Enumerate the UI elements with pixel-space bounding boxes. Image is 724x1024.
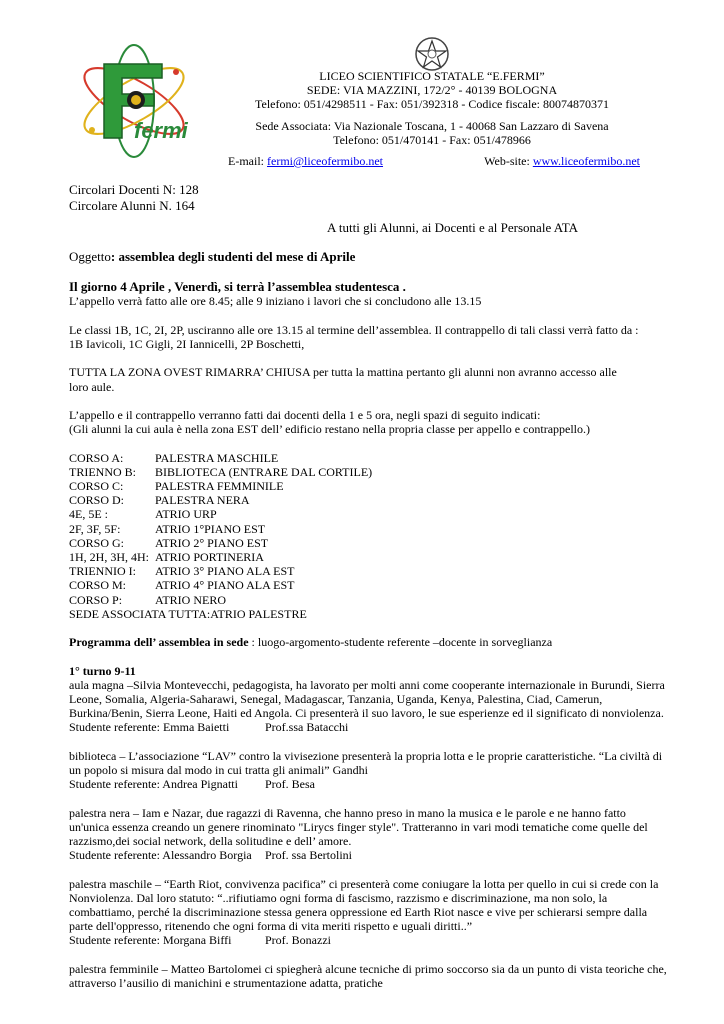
venue-row [69,578,669,592]
venue-place: BIBLIOTECA (ENTRARE DAL CORTILE) [155,464,373,479]
session-referents [69,720,669,734]
subject-label: Oggetto [69,249,111,265]
fermi-atom-logo [74,42,194,160]
venue-place: ATRIO 1°PIANO EST [155,521,266,536]
circolare-docenti: Circolari Docenti N: 128 [69,182,199,197]
appello-line-2: (Gli alunni la cui aula è nella zona EST dell’ edificio restano nella propria classe per appello e contrappello.) [69,422,591,437]
venue-place: ATRIO 4° PIANO ALA EST [155,578,295,593]
turno-heading: 1° turno 9-11 [69,663,136,678]
venue-list [69,451,669,621]
associated-phone: Telefono: 051/470141 - Fax: 051/478966 [333,133,531,147]
venue-group: CORSO G: [69,535,125,550]
venue-row [69,493,669,507]
venue-group: CORSO A: [69,450,124,465]
session-text: aula magna –Silvia Montevecchi, pedagogista, ha lavorato per molti anni come cooperante internazionale in Burundi, Sierra Leone, Somalia, Algeria-Saharawi, Senegal, Madagascar, Tanzania, Uganda, Kenya, Palestina, Ciad, Camerun, Burkina/Benin, Sierra Leone, Haiti ed Angola. Ci presenterà il suo lavoro, le sue esperienze ed il significato di nonviolenza. [69,677,665,721]
recipients: A tutti gli Alunni, ai Docenti e al Personale ATA [327,220,578,235]
school-name: LICEO SCIENTIFICO STATALE “E.FERMI” [319,69,545,83]
venue-row [69,465,669,479]
programma-label: Programma dell’ assemblea in sede [69,635,249,650]
intro-heading: Il giorno 4 Aprile , Venerdì, si terrà l’assemblea studentesca . [69,278,406,294]
session-text: palestra femminile – Matteo Bartolomei ci spiegherà alcune tecniche di primo soccorso sia da un punto di vista teoriche che, attraverso l’ausilio di manichini e strumentazione adatta, pratiche [69,961,667,990]
programma-desc: : luogo-argomento-studente referente –docente in sorveglianza [248,635,553,650]
zone-line-1: TUTTA LA ZONA OVEST RIMARRA’ CHIUSA per tutta la mattina pertanto gli alunni non avranno accesso alle [69,365,617,380]
venue-place: ATRIO PORTINERIA [155,549,264,564]
venue-group: CORSO D: [69,493,125,508]
zone-line-2: loro aule. [69,379,115,394]
venue-group: 2F, 3F, 5F: [69,521,121,536]
programma-line [69,635,669,649]
email-label: E-mail: [228,154,267,168]
venue-group: 1H, 2H, 3H, 4H: [69,549,149,564]
circolare-alunni: Circolare Alunni N. 164 [69,197,195,213]
venue-row [69,564,669,578]
venue-row [69,451,669,465]
web-link[interactable]: www.liceofermibo.net [532,154,640,168]
venue-row [69,522,669,536]
web-label: Web-site: [484,154,533,168]
venue-group: CORSO C: [69,478,124,493]
teacher-supervisor: Prof. ssa Bertolini [265,848,352,863]
venue-place: PALESTRA FEMMINILE [155,478,284,493]
associated-seat: Sede Associata: Via Nazionale Toscana, 1 - 40068 San Lazzaro di Savena [255,119,609,133]
session-referents [69,848,669,862]
classes-line-2: 1B Iavicoli, 1C Gigli, 2I Iannicelli, 2P Boschetti, [69,336,305,351]
student-referent: Studente referente: Andrea Pignatti [69,777,238,792]
school-seat: SEDE: VIA MAZZINI, 172/2° - 40139 BOLOGNA [306,83,558,97]
email-line [228,154,383,169]
venue-row [69,507,669,521]
italian-republic-emblem [412,36,452,72]
venue-group: TRIENNO B: [69,464,136,479]
subject-text: : assemblea degli studenti del mese di Aprile [110,249,356,265]
venue-row [69,479,669,493]
session-text: palestra maschile – “Earth Riot, convivenza pacifica” ci presenterà come coniugare la lotta per quello in cui si crede con la Nonviolenza. Dal loro statuto: “..rifiutiamo ogni forma di fascismo, razzismo e discriminazione, ma non solo, la combattiamo, perché la discriminazione stessa genera oppressione ed Earth Riot nasce e vive per schierarsi sempre dalla parte dell'oppresso, ritenendo che ogni forma di vita meriti rispetto e uguali diritti..” [69,876,659,934]
venue-row [69,550,669,564]
teacher-supervisor: Prof.ssa Batacchi [265,720,349,735]
venue-group: CORSO P: [69,592,123,607]
circular-body [69,182,669,990]
venue-place: ATRIO URP [155,507,217,522]
student-referent: Studente referente: Emma Baietti [69,720,230,735]
venue-place: ATRIO 3° PIANO ALA EST [155,564,295,579]
venue-place: ATRIO NERO [155,592,226,607]
venue-place: PALESTRA NERA [155,493,250,508]
school-phone: Telefono: 051/4298511 - Fax: 051/392318 - Codice fiscale: 80074870371 [255,97,609,111]
appello-line-1: L’appello e il contrappello verranno fatti dai docenti della 1 e 5 ora, negli spazi di seguito indicati: [69,407,541,422]
venue-place: PALESTRA MASCHILE [155,450,279,465]
venue-place: ATRIO 2° PIANO EST [155,535,269,550]
classes-line-1: Le classi 1B, 1C, 2I, 2P, usciranno alle ore 13.15 al termine dell’assemblea. Il contrappello di tali classi verrà fatto da : [69,322,639,337]
web-line [484,154,640,169]
venue-group: 4E, 5E : [69,507,108,522]
teacher-supervisor: Prof. Besa [265,777,315,792]
student-referent: Studente referente: Alessandro Borgia [69,848,252,863]
email-link[interactable]: fermi@liceofermibo.net [267,154,384,168]
venue-row [69,536,669,550]
svg-text:fermi: fermi [134,118,188,143]
student-referent: Studente referente: Morgana Biffi [69,933,232,948]
session-referents [69,777,669,791]
intro-appello-time: L’appello verrà fatto alle ore 8.45; alle 9 iniziano i lavori che si concludono alle 13.15 [69,294,482,309]
teacher-supervisor: Prof. Bonazzi [265,933,331,948]
venue-group: TRIENNIO I: [69,564,136,579]
session-text: biblioteca – L’associazione “LAV” contro la vivisezione presenterà la propria lotta e le proprie caratteristiche. “La civiltà di un popolo si misura dal modo in cui tratta gli animali” Gandhi [69,748,663,777]
venue-footer: SEDE ASSOCIATA TUTTA:ATRIO PALESTRE [69,606,307,621]
venue-group: CORSO M: [69,578,127,593]
venue-row [69,593,669,607]
subject-line [69,249,669,265]
session-text: palestra nera – Iam e Nazar, due ragazzi di Ravenna, che hanno preso in mano la musica e le parole e ne hanno fatto un'unica essenza creando un genere rinominato "Lirycs finger style". Tratteranno in vari modi tematiche come quelle del razzismo,dei social network, della solitudine e dell’ amore. [69,805,648,848]
session-referents [69,933,669,947]
